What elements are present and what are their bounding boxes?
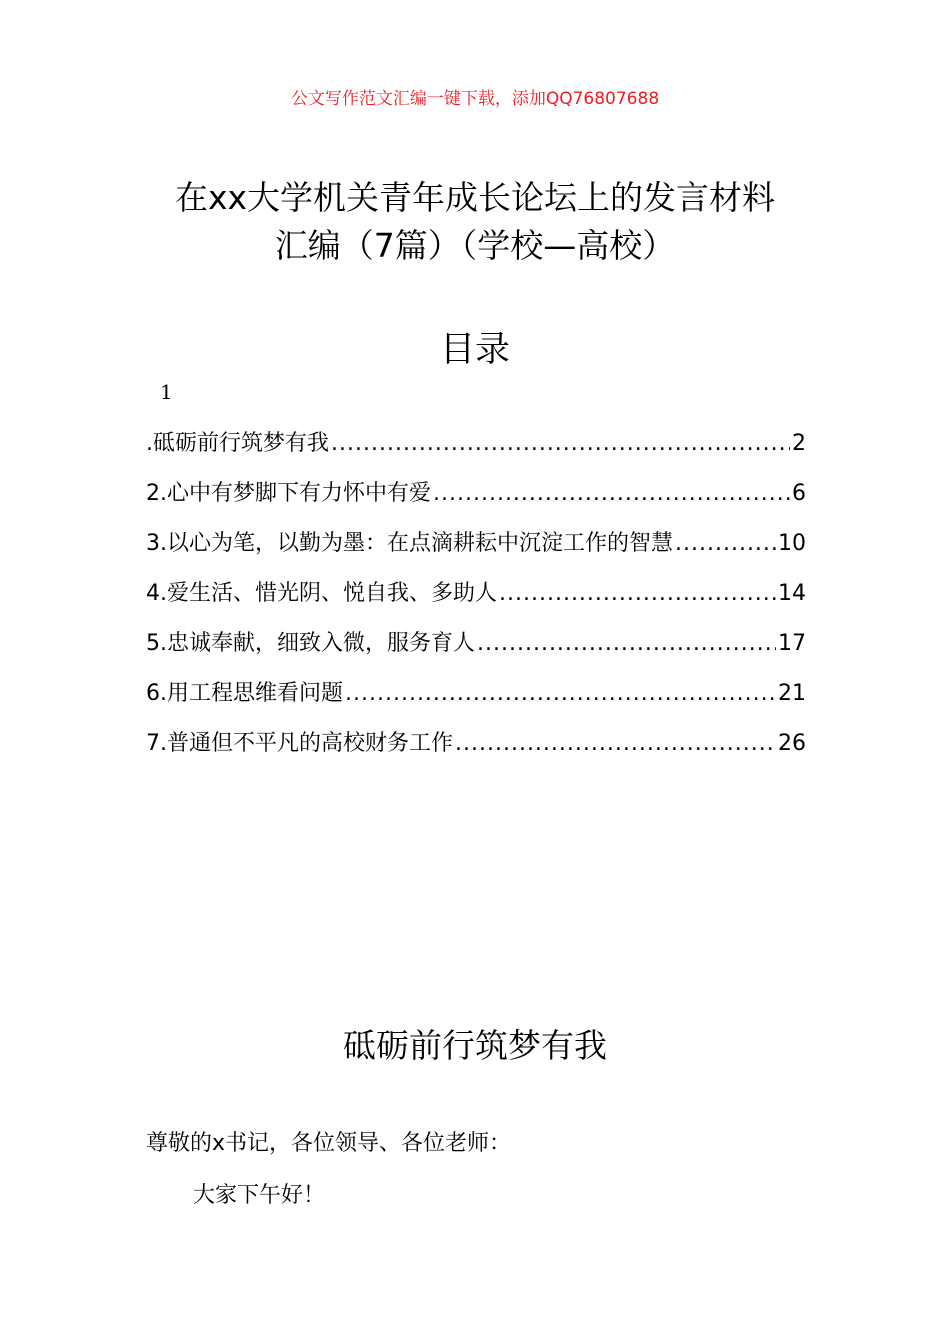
toc-entry-page: 14 [778,581,806,606]
toc-entry-page: 10 [778,531,806,556]
section-title: 砥砺前行筑梦有我 [343,1026,607,1065]
toc-entry-page: 17 [778,631,806,656]
toc-leader-dots [477,631,776,656]
document-title-line-2: 汇编（7篇）（学校—高校） [274,226,676,265]
toc-leader-dots [499,581,776,606]
toc-entry[interactable] [146,576,806,626]
toc-leader-dots [433,481,790,506]
toc-first-number: 1 [160,380,173,404]
toc-entry-label: 3.以心为笔，以勤为墨：在点滴耕耘中沉淀工作的智慧 [146,531,673,556]
salutation: 尊敬的x书记，各位领导、各位老师： [146,1131,512,1156]
toc-entry[interactable] [146,476,806,526]
document-title-line-1: 在xx大学机关青年成长论坛上的发言材料 [174,178,776,217]
toc-heading: 目录 [439,330,510,370]
table-of-contents [146,426,806,776]
toc-entry-label: 2.心中有梦脚下有力怀中有爱 [146,481,431,506]
toc-entry[interactable] [146,626,806,676]
toc-leader-dots [455,731,776,756]
toc-entry[interactable] [146,526,806,576]
toc-entry-label: 7.普通但不平凡的高校财务工作 [146,731,453,756]
toc-entry[interactable] [146,726,806,776]
toc-entry-label: 4.爱生活、惜光阴、悦自我、多助人 [146,581,497,606]
toc-entry[interactable] [146,676,806,726]
toc-entry-page: 26 [778,731,806,756]
toc-entry-label: 5.忠诚奉献，细致入微，服务育人 [146,631,475,656]
toc-leader-dots [675,531,776,556]
toc-entry-label: .砥砺前行筑梦有我 [146,431,329,456]
greeting: 大家下午好！ [193,1183,326,1208]
toc-entry-label: 6.用工程思维看问题 [146,681,343,706]
document-title [0,174,950,270]
toc-leader-dots [345,681,776,706]
toc-entry-page: 21 [778,681,806,706]
toc-entry[interactable] [146,426,806,476]
promo-banner: 公文写作范文汇编一键下载，添加QQ76807688 [290,89,660,109]
toc-entry-page: 2 [792,431,806,456]
toc-entry-page: 6 [792,481,806,506]
toc-leader-dots [331,431,790,456]
